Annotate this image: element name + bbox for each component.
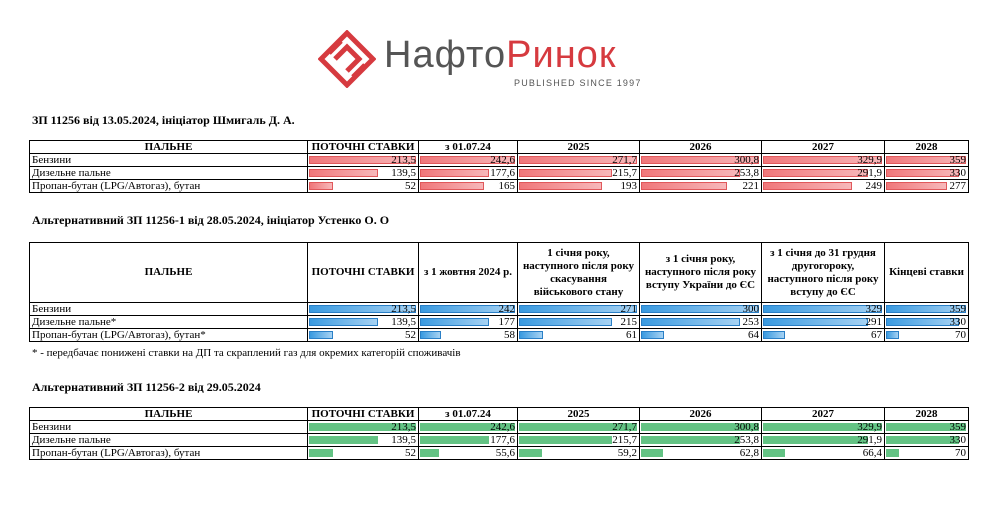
rate-cell bbox=[640, 154, 762, 167]
nafto-rynok-logo bbox=[318, 30, 648, 92]
data-bar bbox=[641, 331, 664, 339]
column-header: Кінцеві ставки bbox=[885, 243, 969, 303]
rate-cell bbox=[640, 434, 762, 447]
rate-cell bbox=[518, 303, 640, 316]
rate-cell bbox=[640, 421, 762, 434]
rate-value: 359 bbox=[949, 421, 966, 433]
rate-value: 61 bbox=[626, 329, 637, 341]
rate-value: 215 bbox=[620, 316, 637, 328]
rate-cell bbox=[518, 180, 640, 193]
rates-table-zp11256-1 bbox=[29, 242, 969, 342]
data-bar bbox=[309, 449, 333, 457]
table-row bbox=[30, 421, 969, 434]
fuel-label: Бензини bbox=[30, 154, 308, 167]
rate-value: 165 bbox=[498, 180, 515, 192]
table-row bbox=[30, 154, 969, 167]
section-title-zp11256: ЗП 11256 від 13.05.2024, ініціатор Шмигаль Д. А. bbox=[32, 113, 295, 127]
rate-cell bbox=[885, 447, 969, 460]
rate-value: 70 bbox=[955, 447, 966, 459]
data-bar bbox=[763, 331, 785, 339]
rate-cell bbox=[762, 447, 885, 460]
rate-value: 55,6 bbox=[495, 447, 515, 459]
rate-cell bbox=[640, 180, 762, 193]
rate-cell bbox=[419, 154, 518, 167]
data-bar bbox=[309, 436, 378, 444]
table-row bbox=[30, 329, 969, 342]
rate-cell bbox=[518, 167, 640, 180]
rate-cell bbox=[308, 180, 419, 193]
rate-cell bbox=[762, 167, 885, 180]
table-row bbox=[30, 447, 969, 460]
rate-value: 213,5 bbox=[391, 303, 416, 315]
rate-cell bbox=[419, 434, 518, 447]
data-bar bbox=[641, 318, 740, 326]
rate-value: 67 bbox=[871, 329, 882, 341]
data-bar bbox=[519, 331, 543, 339]
logo-tagline: PUBLISHED SINCE 1997 bbox=[514, 78, 642, 88]
rate-value: 139,5 bbox=[391, 316, 416, 328]
rate-cell bbox=[308, 303, 419, 316]
rate-value: 58 bbox=[504, 329, 515, 341]
fuel-label: Дизельне пальне bbox=[30, 167, 308, 180]
rate-cell bbox=[518, 421, 640, 434]
data-bar bbox=[641, 182, 727, 190]
rate-value: 70 bbox=[955, 329, 966, 341]
data-bar bbox=[420, 182, 484, 190]
rate-cell bbox=[640, 329, 762, 342]
column-header: 2026 bbox=[640, 141, 762, 154]
rate-cell bbox=[762, 316, 885, 329]
fuel-label: Пропан-бутан (LPG/Автогаз), бутан bbox=[30, 180, 308, 193]
data-bar bbox=[309, 169, 378, 177]
rate-value: 359 bbox=[949, 303, 966, 315]
column-header: ПОТОЧНІ СТАВКИ bbox=[308, 243, 419, 303]
rate-cell bbox=[640, 303, 762, 316]
rate-cell bbox=[419, 303, 518, 316]
rate-value: 213,5 bbox=[391, 154, 416, 166]
rate-value: 242,6 bbox=[490, 154, 515, 166]
rate-cell bbox=[885, 154, 969, 167]
rates-table-zp11256-2 bbox=[29, 407, 969, 460]
column-header: 2026 bbox=[640, 408, 762, 421]
rate-cell bbox=[419, 421, 518, 434]
rate-value: 271,7 bbox=[612, 421, 637, 433]
data-bar bbox=[886, 449, 899, 457]
rate-value: 59,2 bbox=[617, 447, 637, 459]
rate-cell bbox=[308, 421, 419, 434]
rate-cell bbox=[518, 434, 640, 447]
fuel-label: Дизельне пальне* bbox=[30, 316, 308, 329]
rate-value: 253,8 bbox=[734, 434, 759, 446]
data-bar bbox=[519, 169, 612, 177]
rate-cell bbox=[885, 180, 969, 193]
table-row bbox=[30, 167, 969, 180]
column-header: 2025 bbox=[518, 141, 640, 154]
rate-value: 221 bbox=[742, 180, 759, 192]
rate-cell bbox=[762, 180, 885, 193]
rate-value: 215,7 bbox=[612, 167, 637, 179]
data-bar bbox=[886, 182, 947, 190]
rate-cell bbox=[419, 447, 518, 460]
rate-cell bbox=[518, 447, 640, 460]
column-header: з 01.07.24 bbox=[419, 408, 518, 421]
fuel-label: Бензини bbox=[30, 303, 308, 316]
rate-value: 330 bbox=[949, 434, 966, 446]
fuel-label: Пропан-бутан (LPG/Автогаз), бутан* bbox=[30, 329, 308, 342]
table-row bbox=[30, 434, 969, 447]
rate-value: 329 bbox=[865, 303, 882, 315]
rate-value: 193 bbox=[620, 180, 637, 192]
data-bar bbox=[420, 449, 439, 457]
rate-value: 277 bbox=[949, 180, 966, 192]
data-bar bbox=[519, 305, 637, 313]
rate-value: 291,9 bbox=[857, 167, 882, 179]
table-row bbox=[30, 303, 969, 316]
rate-cell bbox=[518, 154, 640, 167]
rate-cell bbox=[762, 421, 885, 434]
rate-value: 52 bbox=[405, 180, 416, 192]
column-header: ПОТОЧНІ СТАВКИ bbox=[308, 141, 419, 154]
data-bar bbox=[309, 182, 333, 190]
rate-value: 177 bbox=[498, 316, 515, 328]
rate-cell bbox=[419, 167, 518, 180]
data-bar bbox=[763, 436, 868, 444]
column-header: з 1 січня до 31 грудня другогороку, наступного після року вступу до ЄС bbox=[762, 243, 885, 303]
rate-cell bbox=[762, 303, 885, 316]
rate-value: 330 bbox=[949, 316, 966, 328]
rate-value: 215,7 bbox=[612, 434, 637, 446]
rate-cell bbox=[885, 303, 969, 316]
rate-value: 62,8 bbox=[739, 447, 759, 459]
column-header: ПАЛЬНЕ bbox=[30, 408, 308, 421]
data-bar bbox=[641, 436, 740, 444]
column-header: ПАЛЬНЕ bbox=[30, 141, 308, 154]
data-bar bbox=[519, 182, 602, 190]
data-bar bbox=[309, 318, 378, 326]
rate-value: 177,6 bbox=[490, 434, 515, 446]
rate-cell bbox=[640, 447, 762, 460]
rate-value: 271,7 bbox=[612, 154, 637, 166]
rate-value: 253,8 bbox=[734, 167, 759, 179]
data-bar bbox=[886, 436, 959, 444]
rate-cell bbox=[308, 447, 419, 460]
data-bar bbox=[519, 436, 612, 444]
rate-cell bbox=[419, 316, 518, 329]
rate-value: 213,5 bbox=[391, 421, 416, 433]
footnote: * - передбачає понижені ставки на ДП та скраплений газ для окремих категорій споживачів bbox=[32, 347, 461, 359]
rate-value: 271 bbox=[620, 303, 637, 315]
data-bar bbox=[519, 318, 612, 326]
rate-value: 242,6 bbox=[490, 421, 515, 433]
data-bar bbox=[763, 182, 852, 190]
rate-cell bbox=[885, 434, 969, 447]
rate-cell bbox=[308, 154, 419, 167]
logo-emblem-icon bbox=[318, 30, 376, 88]
rate-value: 330 bbox=[949, 167, 966, 179]
rate-cell bbox=[762, 154, 885, 167]
table-row bbox=[30, 316, 969, 329]
logo-wordmark: НафтоРинок bbox=[384, 34, 617, 76]
fuel-label: Пропан-бутан (LPG/Автогаз), бутан bbox=[30, 447, 308, 460]
column-header: 2028 bbox=[885, 408, 969, 421]
rate-value: 300,8 bbox=[734, 154, 759, 166]
rate-cell bbox=[640, 167, 762, 180]
column-header: 2027 bbox=[762, 141, 885, 154]
fuel-label: Дизельне пальне bbox=[30, 434, 308, 447]
rate-cell bbox=[885, 421, 969, 434]
rate-cell bbox=[640, 316, 762, 329]
rate-cell bbox=[762, 434, 885, 447]
column-header: ПОТОЧНІ СТАВКИ bbox=[308, 408, 419, 421]
data-bar bbox=[641, 305, 759, 313]
rate-value: 253 bbox=[742, 316, 759, 328]
table-row bbox=[30, 180, 969, 193]
data-bar bbox=[641, 449, 663, 457]
column-header: з 01.07.24 bbox=[419, 141, 518, 154]
rate-value: 139,5 bbox=[391, 434, 416, 446]
rates-table-zp11256 bbox=[29, 140, 969, 193]
data-bar bbox=[420, 436, 489, 444]
rate-value: 242 bbox=[498, 303, 515, 315]
data-bar bbox=[886, 318, 959, 326]
rate-value: 139,5 bbox=[391, 167, 416, 179]
rate-value: 329,9 bbox=[857, 154, 882, 166]
data-bar bbox=[763, 318, 868, 326]
section-title-zp11256-2: Альтернативний ЗП 11256-2 від 29.05.2024 bbox=[32, 380, 261, 394]
rate-cell bbox=[762, 329, 885, 342]
rate-value: 291 bbox=[865, 316, 882, 328]
section-title-zp11256-1: Альтернативний ЗП 11256-1 від 28.05.2024, ініціатор Устенко О. О bbox=[32, 213, 390, 227]
data-bar bbox=[420, 331, 441, 339]
column-header: з 1 січня року, наступного після року вступу України до ЄС bbox=[640, 243, 762, 303]
column-header: 2025 bbox=[518, 408, 640, 421]
rate-cell bbox=[518, 316, 640, 329]
rate-cell bbox=[419, 180, 518, 193]
rate-cell bbox=[885, 316, 969, 329]
rate-value: 300 bbox=[742, 303, 759, 315]
column-header: 1 січня року, наступного після року скасування військового стану bbox=[518, 243, 640, 303]
rate-value: 64 bbox=[748, 329, 759, 341]
column-header: 2027 bbox=[762, 408, 885, 421]
rate-cell bbox=[308, 329, 419, 342]
data-bar bbox=[309, 331, 333, 339]
rate-cell bbox=[308, 434, 419, 447]
data-bar bbox=[420, 318, 489, 326]
rate-value: 300,8 bbox=[734, 421, 759, 433]
data-bar bbox=[886, 169, 959, 177]
data-bar bbox=[886, 331, 899, 339]
rate-cell bbox=[308, 167, 419, 180]
rate-cell bbox=[308, 316, 419, 329]
rate-cell bbox=[885, 329, 969, 342]
rate-value: 249 bbox=[865, 180, 882, 192]
rate-cell bbox=[885, 167, 969, 180]
fuel-label: Бензини bbox=[30, 421, 308, 434]
column-header: ПАЛЬНЕ bbox=[30, 243, 308, 303]
data-bar bbox=[763, 305, 882, 313]
rate-value: 66,4 bbox=[862, 447, 882, 459]
rate-value: 177,6 bbox=[490, 167, 515, 179]
rate-value: 329,9 bbox=[857, 421, 882, 433]
rate-cell bbox=[419, 329, 518, 342]
column-header: 2028 bbox=[885, 141, 969, 154]
rate-value: 52 bbox=[405, 329, 416, 341]
data-bar bbox=[519, 449, 542, 457]
rate-value: 291,9 bbox=[857, 434, 882, 446]
rate-cell bbox=[518, 329, 640, 342]
data-bar bbox=[763, 169, 868, 177]
rate-value: 52 bbox=[405, 447, 416, 459]
column-header: з 1 жовтня 2024 р. bbox=[419, 243, 518, 303]
data-bar bbox=[641, 169, 740, 177]
data-bar bbox=[763, 449, 785, 457]
data-bar bbox=[420, 169, 489, 177]
rate-value: 359 bbox=[949, 154, 966, 166]
